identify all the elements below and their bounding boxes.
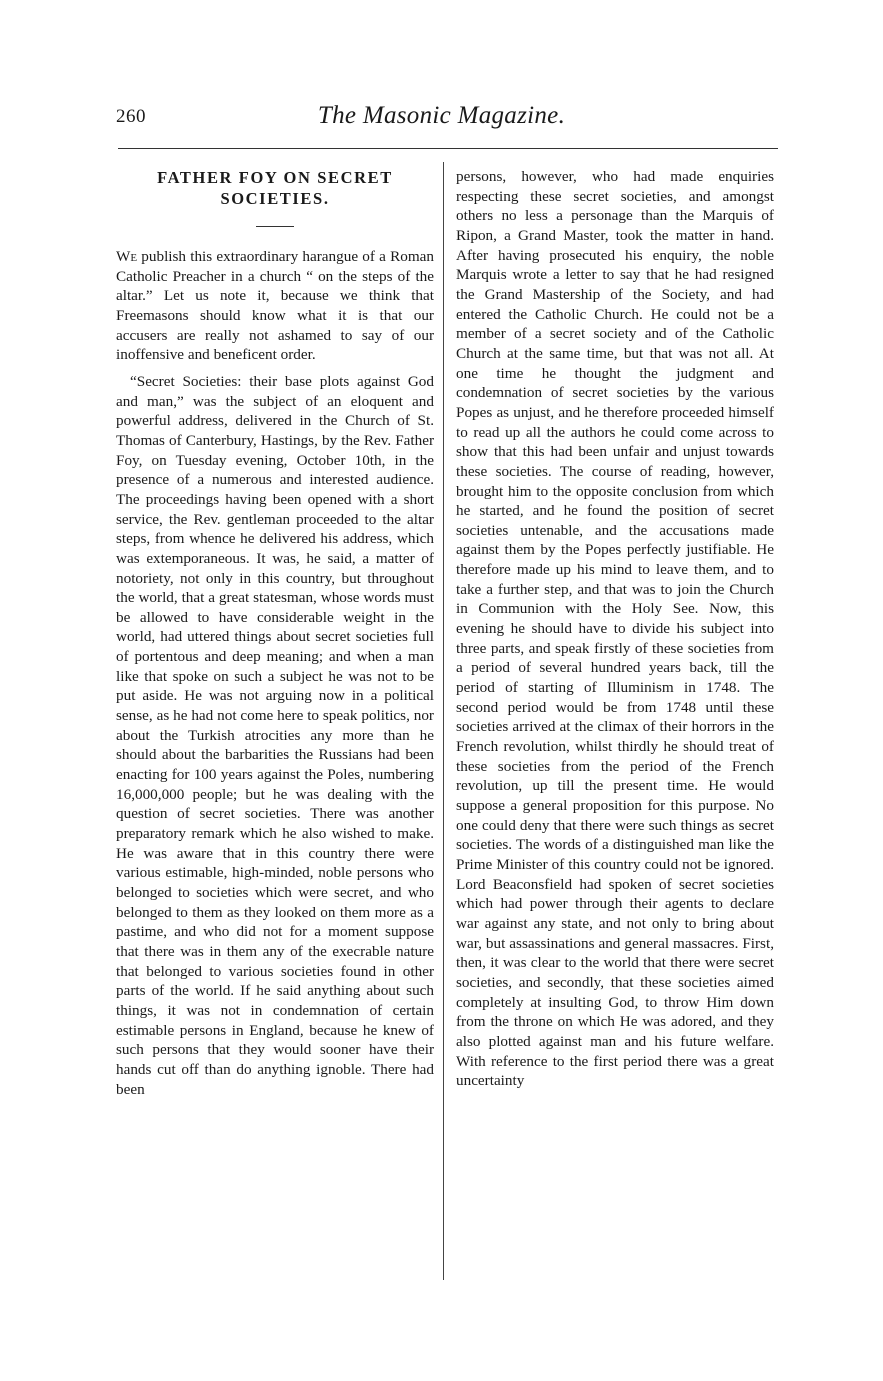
right-column	[456, 167, 774, 1091]
running-head: The Masonic Magazine.	[317, 102, 566, 129]
intro-first-word: We	[116, 248, 138, 265]
body-paragraph-right: persons, however, who had made enquiries respecting these secret societies, and amongst others no less a personage than the Marquis of Ripon, a Grand Master, took the matter in hand. After having prosecuted his enquiry, the noble Marquis wrote a letter to say that he had resigned the Grand Mastership of the Society, and had entered the Catholic Church. He could not be a member of a secret society and of the Catholic Church at the same time, but that was not all. At one time he thought the judgment and condemnation of secret societies by the various Popes as unjust, and he therefore proceeded himself to read up all the authors he could come across to show that this had been unfair and unjust towards these societies. The course of reading, however, brought him to the opposite conclusion from which he started, and he found the position of secret societies untenable, and the accusations made against them by the Popes perfectly justifiable. He therefore made up his mind to leave them, and to take a further step, and that was to join the Church in Communion with the Holy See. Now, this evening he should have to divide his subject into three parts, and speak firstly of these societies from a period of several hundred years back, till the period of starting of Illuminism in 1748. The second period would be from 1748 until these societies arrived at the climax of their horrors in the French revolution, whilst thirdly he should treat of these societies from the period of the French revolution, up till the present time. He would suppose a general proposition for this purpose. No one could deny that there were such things as secret societies. The words of a distinguished man like the Prime Minister of this country could not be ignored. Lord Beaconsfield had spoken of secret societies which had power through their agents to declare war against any state, and not only to bring about war, but assassinations and general massacres. First, then, it was clear to the world that there were secret societies, and secondly, that these societies aimed completely at insulting God, to throw Him down from the throne on which He was adored, and they also plotted against man and his future welfare. With reference to the first period there was a great uncertainty	[456, 168, 774, 1090]
article-title: FATHER FOY ON SECRET SOCIETIES.	[157, 168, 393, 208]
body-paragraph-left: “Secret Societies: their base plots against God and man,” was the subject of an eloquent and powerful address, delivered in the Church of St. Thomas of Canterbury, Hastings, by the Rev. Father Foy, on Tuesday evening, October 10th, in the presence of a numerous and interested audience. The proceedings having been opened with a short service, the Rev. gentleman proceeded to the altar steps, from whence he delivered his address, which was extemporaneous. It was, he said, a matter of notoriety, not only in this country, but throughout the world, that a great statesman, whose words must be allowed to have considerable weight in the world, had uttered things about secret societies full of portentous and deep meaning; and when a man like that spoke on such a subject he was not to be put aside. He was not arguing now in a political sense, as he had not come here to speak politics, nor about the Turkish atrocities any more than he should about the barbarities the Russians had been enacting for 100 years against the Poles, numbering 16,000,000 people; but he was dealing with the question of secret societies. There was another preparatory remark which he also wished to make. He was aware that in this country there were various estimable, high-minded, noble persons who belonged to societies which were secret, and who belonged to them as they looked on them more as a pastime, and who did not for a moment suppose that there was in them any of the execrable nature that belonged to various societies found in other parts of the world. If he said anything about such things, it was not in condemnation of certain estimable persons in England, because he knew of such persons that they would sooner have their hands cut off than do anything ignoble. There had been	[116, 372, 434, 1098]
title-divider	[256, 226, 294, 227]
left-column	[116, 167, 434, 1099]
page-number: 260	[116, 106, 146, 127]
header-rule	[118, 148, 778, 149]
intro-paragraph	[116, 247, 434, 365]
intro-text: publish this extraordinary harangue of a Roman Catholic Preacher in a church “ on the steps of the altar.” Let us note it, because we think that Freemasons should know what it is that our accusers are really not ashamed to say of our inoffensive and beneficent order.	[116, 248, 434, 364]
column-divider	[443, 162, 444, 1280]
